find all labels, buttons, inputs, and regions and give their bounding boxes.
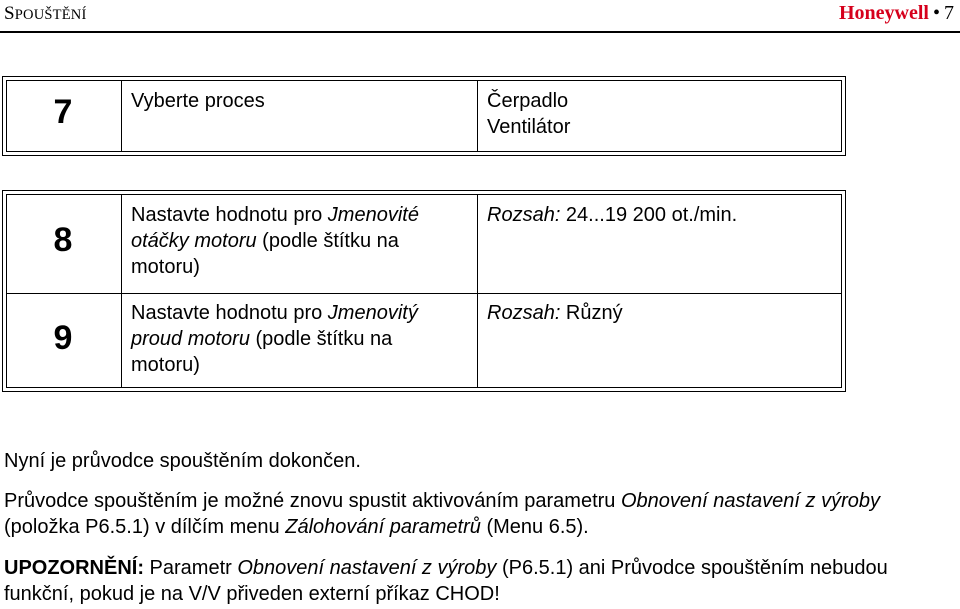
paragraph-text: (položka P6.5.1) v dílčím menu xyxy=(4,516,286,538)
page-number: 7 xyxy=(944,2,954,24)
instruction-line xyxy=(131,300,418,326)
header-rule xyxy=(0,31,960,33)
step-instruction xyxy=(131,300,418,378)
header-separator: • xyxy=(932,2,940,24)
col-divider xyxy=(121,195,122,387)
instruction-text: (podle štítku na xyxy=(249,328,393,350)
instruction-text: (podle štítku na xyxy=(256,230,399,252)
step-number: 8 xyxy=(53,221,73,259)
instruction-line xyxy=(131,202,419,228)
header-brand-block xyxy=(839,2,954,25)
completion-text: Nyní je průvodce spouštěním dokončen. xyxy=(4,450,361,472)
option-pump: Čerpadlo xyxy=(487,90,569,112)
paragraph-text: (P6.5.1) ani Průvodce spouštěním nebudou funkční, pokud je na V/V přiveden externí příkaz CHOD! xyxy=(4,557,888,605)
step-value xyxy=(487,88,570,140)
step-value xyxy=(487,202,737,228)
warning-label: UPOZORNĚNÍ: xyxy=(4,557,144,579)
param-name: Obnovení nastavení z výroby xyxy=(237,557,497,579)
instruction-line xyxy=(131,326,418,352)
instruction-param: otáčky motoru xyxy=(131,230,257,252)
menu-name: Zálohování parametrů xyxy=(285,516,481,538)
range-label: Rozsah: xyxy=(487,204,561,226)
row-divider xyxy=(7,293,841,294)
range-value: 24...19 200 ot./min. xyxy=(560,204,738,226)
instruction-param: Jmenovité xyxy=(327,204,419,226)
instruction-param: Jmenovitý xyxy=(327,302,418,324)
paragraph-text: Parametr xyxy=(144,557,238,579)
step-value xyxy=(487,300,623,326)
instruction-line xyxy=(131,254,419,280)
option-fan: Ventilátor xyxy=(487,116,571,138)
param-name: Obnovení nastavení z výroby xyxy=(620,490,881,512)
instruction-text: Nastavte hodnotu pro xyxy=(131,204,328,226)
step-table-8-9-inner xyxy=(6,194,842,388)
instruction-text: motoru) xyxy=(131,256,200,278)
section-title xyxy=(4,3,86,25)
instruction-text: Nastavte hodnotu pro xyxy=(131,302,328,324)
range-value: Různý xyxy=(560,302,623,324)
paragraph-text: Průvodce spouštěním je možné znovu spustit aktivováním parametru xyxy=(4,490,621,512)
col-divider xyxy=(477,195,478,387)
col-divider xyxy=(477,81,478,151)
instruction-line xyxy=(131,352,418,378)
section-title-initial: S xyxy=(4,3,15,24)
range-label: Rozsah: xyxy=(487,302,561,324)
instruction-text: Vyberte proces xyxy=(131,90,265,112)
step-number: 9 xyxy=(53,319,73,357)
step-instruction xyxy=(131,202,419,280)
instruction-param: proud motoru xyxy=(131,328,250,350)
step-table-8-9 xyxy=(2,190,846,392)
instruction-text: motoru) xyxy=(131,354,200,376)
step-number: 7 xyxy=(53,93,73,131)
step-table-7-inner xyxy=(6,80,842,152)
instruction-line xyxy=(131,228,419,254)
restart-paragraph xyxy=(4,488,954,540)
step-table-7 xyxy=(2,76,846,156)
warning-paragraph xyxy=(4,555,954,607)
step-instruction xyxy=(131,88,265,114)
col-divider xyxy=(121,81,122,151)
brand-logo: Honeywell xyxy=(838,2,929,24)
page-header xyxy=(0,0,960,30)
section-title-rest: POUŠTĚNÍ xyxy=(14,7,87,23)
paragraph-text: (Menu 6.5). xyxy=(480,516,589,538)
